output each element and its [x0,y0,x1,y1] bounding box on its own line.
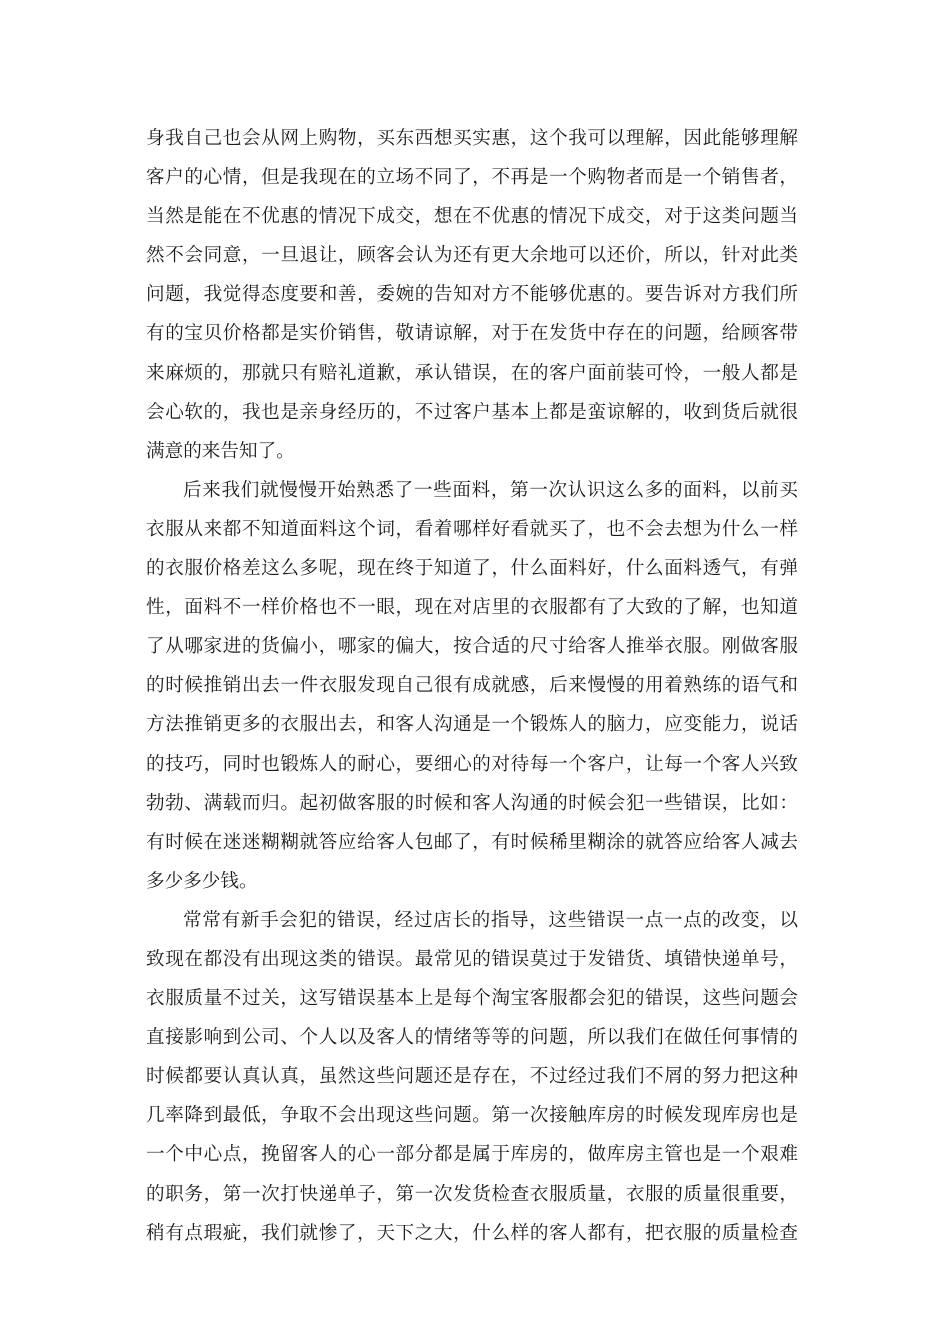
text-line: 直接影响到公司、个人以及客人的情绪等等的问题，所以我们在做任何事情的 [146,1027,798,1049]
text-line: 的衣服价格差这么多呢，现在终于知道了，什么面料好，什么面料透气，有弹 [146,558,798,580]
text-line: 有的宝贝价格都是实价销售，敬请谅解，对于在发货中存在的问题，给顾客带 [146,323,798,345]
paragraph-2 [146,471,798,901]
text-line: 时候都要认真认真，虽然这些问题还是存在，不过经过我们不屑的努力把这种 [146,1066,798,1088]
text-line: 常常有新手会犯的错误，经过店长的指导，这些错误一点一点的改变，以 [183,909,798,931]
text-line: 性，面料不一样价格也不一眼，现在对店里的衣服都有了大致的了解，也知道 [146,597,798,619]
text-line: 了从哪家进的货偏小，哪家的偏大，按合适的尺寸给客人推举衣服。刚做客服 [146,636,798,658]
text-line: 后来我们就慢慢开始熟悉了一些面料，第一次认识这么多的面料，以前买 [183,479,798,501]
text-line: 稍有点瑕疵，我们就惨了，天下之大，什么样的客人都有，把衣服的质量检查 [146,1222,798,1244]
text-line: 衣服质量不过关，这写错误基本上是每个淘宝客服都会犯的错误，这些问题会 [146,988,798,1010]
text-line: 满意的来告知了。 [146,440,295,462]
text-line: 来麻烦的，那就只有赔礼道歉，承认错误，在的客户面前装可怜，一般人都是 [146,362,798,384]
text-line: 方法推销更多的衣服出去，和客人沟通是一个锻炼人的脑力，应变能力，说话 [146,714,798,736]
text-line: 问题，我觉得态度要和善，委婉的告知对方不能够优惠的。要告诉对方我们所 [146,284,798,306]
text-line: 然不会同意，一旦退让，顾客会认为还有更大余地可以还价，所以，针对此类 [146,245,798,267]
paragraph-3 [146,901,798,1253]
text-line: 当然是能在不优惠的情况下成交，想在不优惠的情况下成交，对于这类问题当 [146,206,798,228]
text-line: 衣服从来都不知道面料这个词，看着哪样好看就买了，也不会去想为什么一样 [146,518,798,540]
text-line: 一个中心点，挽留客人的心一部分都是属于库房的，做库房主管也是一个艰难 [146,1144,798,1166]
text-line: 几率降到最低，争取不会出现这些问题。第一次接触库房的时候发现库房也是 [146,1105,798,1127]
text-line: 客户的心情，但是我现在的立场不同了，不再是一个购物者而是一个销售者， [146,167,798,189]
text-line: 的时候推销出去一件衣服发现自己很有成就感，后来慢慢的用着熟练的语气和 [146,675,798,697]
document-page [146,119,798,1253]
text-line: 多少多少钱。 [146,870,258,892]
text-line: 的技巧，同时也锻炼人的耐心，要细心的对待每一个客户，让每一个客人兴致 [146,753,798,775]
text-line: 会心软的，我也是亲身经历的，不过客户基本上都是蛮谅解的，收到货后就很 [146,401,798,423]
text-line: 勃勃、满载而归。起初做客服的时候和客人沟通的时候会犯一些错误，比如： [146,792,798,814]
text-line: 身我自己也会从网上购物，买东西想买实惠，这个我可以理解，因此能够理解 [146,128,798,149]
text-line: 的职务，第一次打快递单子，第一次发货检查衣服质量，衣服的质量很重要， [146,1183,798,1205]
text-line: 致现在都没有出现这类的错误。最常见的错误莫过于发错货、填错快递单号， [146,948,798,970]
text-line: 有时候在迷迷糊糊就答应给客人包邮了，有时候稀里糊涂的就答应给客人减去 [146,831,798,853]
paragraph-1 [146,119,798,471]
